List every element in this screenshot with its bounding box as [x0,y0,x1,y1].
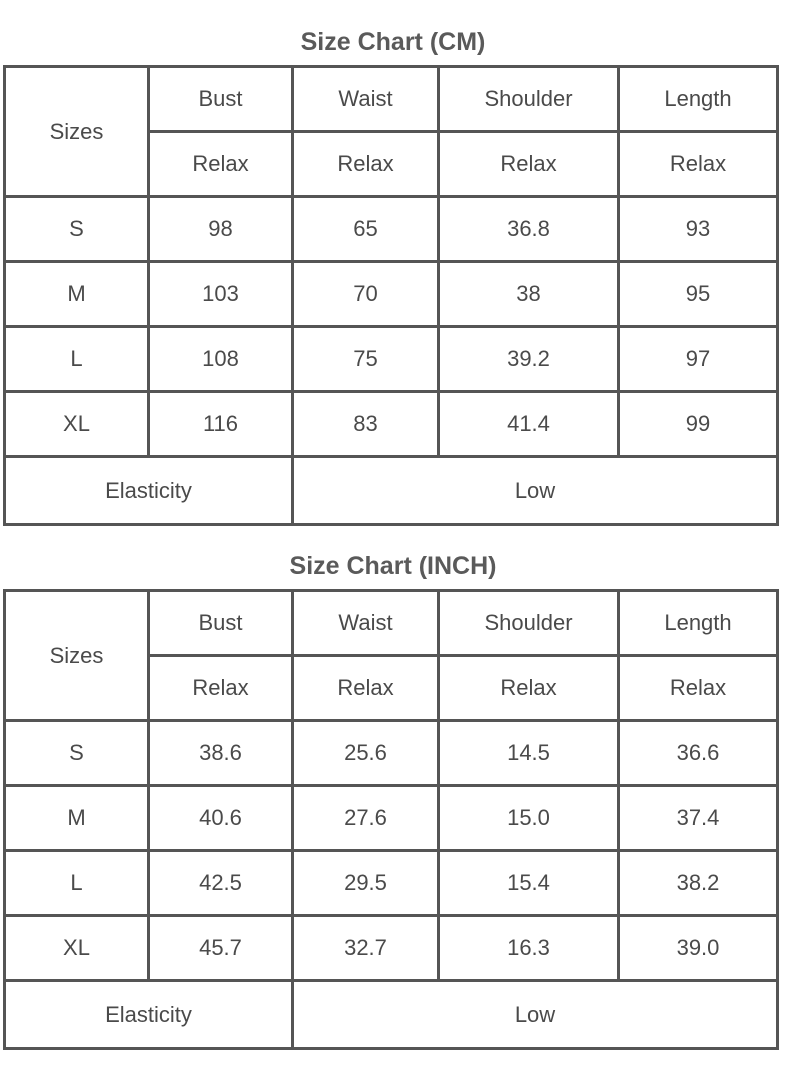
table-row [6,328,776,393]
value-cell: 93 [620,198,776,263]
value-cell: 39.0 [620,917,776,982]
value-cell: 15.4 [440,852,620,917]
size-cell: XL [6,917,150,982]
column-header-bust: Bust [150,68,294,133]
sizes-header: Sizes [6,592,150,722]
column-header-waist: Waist [294,68,440,133]
elasticity-value: Low [514,1001,556,1027]
elasticity-label: Elasticity [6,458,294,523]
value-cell: 27.6 [294,787,440,852]
subheader-cell: Relax [294,657,440,722]
table-row [6,198,776,263]
size-chart-inch-table [3,589,779,1050]
elasticity-row [6,458,776,523]
subheader-cell: Relax [440,657,620,722]
table-row [6,722,776,787]
size-cell: L [6,852,150,917]
subheader-cell: Relax [620,657,776,722]
value-cell: 25.6 [294,722,440,787]
table-row [6,787,776,852]
column-header-shoulder: Shoulder [440,68,620,133]
elasticity-row [6,982,776,1047]
header-row [6,592,776,657]
value-cell: 83 [294,393,440,458]
elasticity-value: Low [514,477,556,503]
table-row [6,263,776,328]
size-chart-cm-title: Size Chart (CM) [300,28,486,56]
value-cell: 36.8 [440,198,620,263]
subheader-cell: Relax [150,133,294,198]
value-cell: 103 [150,263,294,328]
column-header-length: Length [620,592,776,657]
size-cell: S [6,722,150,787]
table-row [6,917,776,982]
elasticity-label: Elasticity [6,982,294,1047]
value-cell: 42.5 [150,852,294,917]
value-cell: 98 [150,198,294,263]
size-cell: S [6,198,150,263]
size-cell: M [6,787,150,852]
header-row [6,68,776,133]
value-cell: 41.4 [440,393,620,458]
column-header-shoulder: Shoulder [440,592,620,657]
size-cell: L [6,328,150,393]
value-cell: 37.4 [620,787,776,852]
column-header-bust: Bust [150,592,294,657]
value-cell: 32.7 [294,917,440,982]
value-cell: 39.2 [440,328,620,393]
sizes-header: Sizes [6,68,150,198]
subheader-cell: Relax [440,133,620,198]
size-cell: M [6,263,150,328]
subheader-cell: Relax [620,133,776,198]
value-cell: 36.6 [620,722,776,787]
value-cell: 65 [294,198,440,263]
value-cell: 38 [440,263,620,328]
table-row [6,852,776,917]
value-cell: 95 [620,263,776,328]
value-cell: 45.7 [150,917,294,982]
value-cell: 97 [620,328,776,393]
value-cell: 38.6 [150,722,294,787]
value-cell: 16.3 [440,917,620,982]
value-cell: 14.5 [440,722,620,787]
subheader-cell: Relax [150,657,294,722]
value-cell: 29.5 [294,852,440,917]
size-chart-inch-title: Size Chart (INCH) [289,552,497,580]
value-cell: 70 [294,263,440,328]
value-cell: 40.6 [150,787,294,852]
table-row [6,393,776,458]
value-cell: 75 [294,328,440,393]
value-cell: 99 [620,393,776,458]
column-header-length: Length [620,68,776,133]
value-cell: 108 [150,328,294,393]
subheader-cell: Relax [294,133,440,198]
size-cell: XL [6,393,150,458]
value-cell: 38.2 [620,852,776,917]
size-chart-cm-table [3,65,779,526]
value-cell: 116 [150,393,294,458]
value-cell: 15.0 [440,787,620,852]
column-header-waist: Waist [294,592,440,657]
